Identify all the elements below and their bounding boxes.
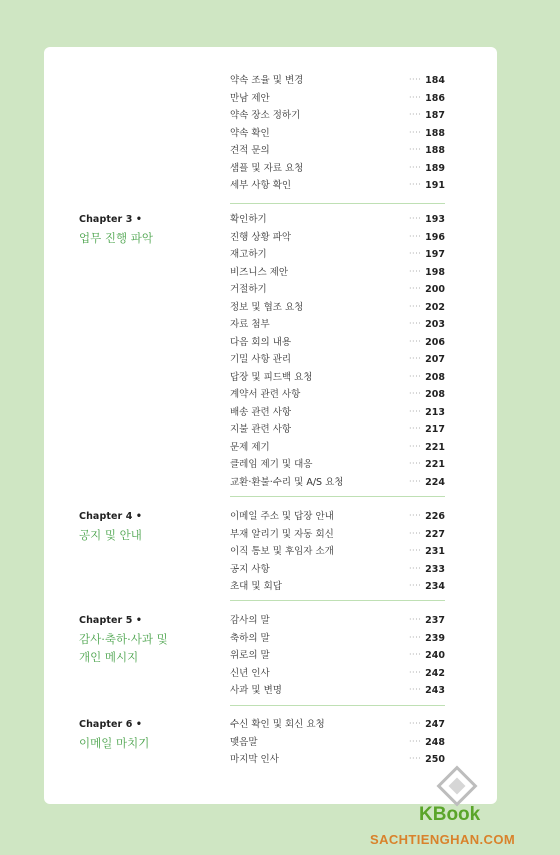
- toc-entry: [230, 351, 445, 369]
- entry-leader-dots: ····: [409, 685, 422, 694]
- entry-leader-dots: ····: [409, 180, 422, 189]
- section-divider: [230, 705, 445, 706]
- toc-entry: [230, 561, 445, 579]
- entry-title: 축하의 말: [230, 632, 270, 644]
- entry-page-number: 240: [425, 650, 445, 661]
- toc-entry: [230, 439, 445, 457]
- chapter-title: 공지 및 안내: [79, 528, 142, 542]
- entry-page-number: 250: [425, 754, 445, 765]
- chapter-title: 이메일 마치기: [79, 736, 150, 750]
- toc-entry: [230, 72, 445, 90]
- section-divider: [230, 600, 445, 601]
- toc-entry: [230, 647, 445, 665]
- entry-title: 신년 인사: [230, 667, 270, 679]
- entry-title: 배송 관련 사항: [230, 406, 292, 418]
- toc-entry: [230, 90, 445, 108]
- entry-title: 만남 제안: [230, 92, 270, 104]
- toc-entry: [230, 630, 445, 648]
- entry-title: 초대 및 회답: [230, 581, 282, 592]
- toc-entry: [230, 508, 445, 526]
- entry-title: 약속 장소 정하기: [230, 110, 301, 121]
- entry-title: 다음 회의 내용: [230, 336, 292, 348]
- entry-leader-dots: ····: [409, 92, 422, 102]
- toc-entry: [230, 578, 445, 596]
- entry-leader-dots: ····: [409, 650, 422, 659]
- entry-list: [230, 72, 445, 195]
- entry-title: 계약서 관련 사항: [230, 389, 301, 400]
- entry-page-number: 193: [425, 214, 445, 225]
- entry-page-number: 233: [425, 563, 445, 575]
- toc-entry: [230, 316, 445, 334]
- toc-entry: [230, 404, 445, 422]
- entry-leader-dots: ····: [409, 615, 422, 624]
- entry-leader-dots: ····: [409, 249, 422, 258]
- entry-page-number: 231: [425, 546, 445, 557]
- toc-entry: [230, 264, 445, 282]
- entry-leader-dots: ····: [409, 528, 422, 538]
- entry-page-number: 243: [425, 685, 445, 696]
- entry-title: 이메일 주소 및 답장 안내: [230, 511, 334, 522]
- entry-title: 샘플 및 자료 요청: [230, 162, 304, 174]
- chapter-number: Chapter 5 •: [79, 615, 143, 626]
- entry-page-number: 186: [425, 92, 445, 104]
- entry-page-number: 239: [425, 632, 445, 644]
- entry-leader-dots: ····: [409, 581, 422, 590]
- toc-entry: [230, 543, 445, 561]
- entry-leader-dots: ····: [409, 719, 422, 728]
- toc-entry: [230, 281, 445, 299]
- entry-leader-dots: ····: [409, 127, 422, 137]
- toc-entry: [230, 734, 445, 752]
- toc-entry: [230, 716, 445, 734]
- entry-title: 답장 및 피드백 요청: [230, 371, 313, 383]
- toc-page: [44, 47, 497, 804]
- toc-entry: [230, 421, 445, 439]
- entry-title: 견적 문의: [230, 145, 270, 156]
- toc-entry: [230, 526, 445, 544]
- entry-title: 약속 확인: [230, 127, 270, 139]
- entry-leader-dots: ····: [409, 667, 422, 677]
- entry-leader-dots: ····: [409, 459, 422, 468]
- entry-title: 맺음말: [230, 736, 258, 748]
- entry-leader-dots: ····: [409, 754, 422, 763]
- toc-entry: [230, 665, 445, 683]
- entry-leader-dots: ····: [409, 354, 422, 363]
- entry-leader-dots: ····: [409, 162, 422, 172]
- entry-page-number: 242: [425, 667, 445, 679]
- toc-entry: [230, 334, 445, 352]
- entry-title: 공지 사항: [230, 563, 270, 575]
- entry-title: 수신 확인 및 회신 요청: [230, 719, 325, 730]
- toc-entry: [230, 386, 445, 404]
- entry-page-number: 206: [425, 336, 445, 348]
- entry-list: [230, 612, 445, 700]
- chapter-title: 업무 진행 파악: [79, 231, 153, 245]
- chapter-number: Chapter 4 •: [79, 511, 143, 522]
- entry-page-number: 234: [425, 581, 445, 592]
- entry-title: 부재 알리기 및 자동 회신: [230, 528, 334, 540]
- entry-leader-dots: ····: [409, 301, 422, 311]
- entry-leader-dots: ····: [409, 546, 422, 555]
- entry-page-number: 248: [425, 736, 445, 748]
- entry-title: 진행 상황 파악: [230, 231, 292, 243]
- toc-entry: [230, 107, 445, 125]
- entry-title: 문제 제기: [230, 441, 270, 453]
- watermark-site: SACHTIENGHAN.COM: [370, 832, 516, 847]
- toc-entry: [230, 160, 445, 178]
- section-divider: [230, 203, 445, 204]
- entry-page-number: 207: [425, 354, 445, 365]
- entry-title: 약속 조율 및 변경: [230, 75, 304, 86]
- entry-page-number: 191: [425, 180, 445, 191]
- entry-page-number: 200: [425, 284, 445, 295]
- entry-title: 확인하기: [230, 214, 267, 225]
- toc-entry: [230, 142, 445, 160]
- entry-page-number: 221: [425, 459, 445, 470]
- entry-title: 마지막 인사: [230, 754, 279, 765]
- entry-leader-dots: ····: [409, 231, 422, 241]
- entry-page-number: 217: [425, 424, 445, 435]
- entry-title: 감사의 말: [230, 615, 270, 626]
- entry-leader-dots: ····: [409, 110, 422, 119]
- entry-page-number: 196: [425, 231, 445, 243]
- entry-leader-dots: ····: [409, 319, 422, 328]
- entry-title: 지불 관련 사항: [230, 424, 292, 435]
- toc-entry: [230, 229, 445, 247]
- section-divider: [230, 496, 445, 497]
- entry-leader-dots: ····: [409, 284, 422, 293]
- toc-entry: [230, 474, 445, 492]
- entry-page-number: 208: [425, 371, 445, 383]
- toc-entry: [230, 369, 445, 387]
- toc-entry: [230, 177, 445, 195]
- entry-leader-dots: ····: [409, 563, 422, 573]
- entry-leader-dots: ····: [409, 441, 422, 451]
- entry-leader-dots: ····: [409, 75, 422, 84]
- chapter-title: 감사·축하·사과 및 개인 메시지: [79, 632, 168, 664]
- entry-title: 세부 사항 확인: [230, 180, 292, 191]
- chapter-number: Chapter 3 •: [79, 214, 143, 225]
- entry-title: 클레임 제기 및 대응: [230, 459, 313, 470]
- entry-page-number: 221: [425, 441, 445, 453]
- entry-leader-dots: ····: [409, 336, 422, 346]
- entry-page-number: 184: [425, 75, 445, 86]
- entry-page-number: 203: [425, 319, 445, 330]
- entry-page-number: 224: [425, 476, 445, 488]
- entry-leader-dots: ····: [409, 476, 422, 486]
- entry-title: 재고하기: [230, 249, 267, 260]
- entry-page-number: 189: [425, 162, 445, 174]
- entry-page-number: 247: [425, 719, 445, 730]
- entry-page-number: 208: [425, 389, 445, 400]
- entry-title: 정보 및 협조 요청: [230, 301, 304, 313]
- entry-leader-dots: ····: [409, 511, 422, 520]
- toc-entry: [230, 299, 445, 317]
- entry-title: 비즈니스 제안: [230, 266, 289, 278]
- entry-title: 사과 및 변명: [230, 685, 282, 696]
- entry-title: 자료 첨부: [230, 319, 270, 330]
- entry-leader-dots: ····: [409, 389, 422, 398]
- entry-leader-dots: ····: [409, 266, 422, 276]
- entry-title: 교환·환불·수리 및 A/S 요청: [230, 476, 344, 488]
- entry-page-number: 237: [425, 615, 445, 626]
- entry-leader-dots: ····: [409, 632, 422, 642]
- entry-page-number: 187: [425, 110, 445, 121]
- entry-page-number: 188: [425, 127, 445, 139]
- toc-entry: [230, 682, 445, 700]
- toc-entry: [230, 612, 445, 630]
- entry-page-number: 227: [425, 528, 445, 540]
- entry-leader-dots: ····: [409, 145, 422, 154]
- entry-page-number: 198: [425, 266, 445, 278]
- toc-entry: [230, 211, 445, 229]
- entry-leader-dots: ····: [409, 424, 422, 433]
- entry-title: 기밀 사항 관리: [230, 354, 292, 365]
- entry-title: 위로의 말: [230, 650, 270, 661]
- entry-page-number: 226: [425, 511, 445, 522]
- toc-entry: [230, 246, 445, 264]
- entry-list: [230, 211, 445, 491]
- entry-page-number: 197: [425, 249, 445, 260]
- toc-entry: [230, 125, 445, 143]
- entry-title: 이직 통보 및 후임자 소개: [230, 546, 334, 557]
- watermark-brand: KBook: [419, 804, 481, 825]
- entry-page-number: 188: [425, 145, 445, 156]
- entry-leader-dots: ····: [409, 214, 422, 223]
- entry-page-number: 213: [425, 406, 445, 418]
- entry-title: 거절하기: [230, 284, 267, 295]
- entry-page-number: 202: [425, 301, 445, 313]
- chapter-number: Chapter 6 •: [79, 719, 143, 730]
- entry-leader-dots: ····: [409, 736, 422, 746]
- toc-entry: [230, 456, 445, 474]
- entry-leader-dots: ····: [409, 406, 422, 416]
- entry-list: [230, 508, 445, 596]
- entry-leader-dots: ····: [409, 371, 422, 381]
